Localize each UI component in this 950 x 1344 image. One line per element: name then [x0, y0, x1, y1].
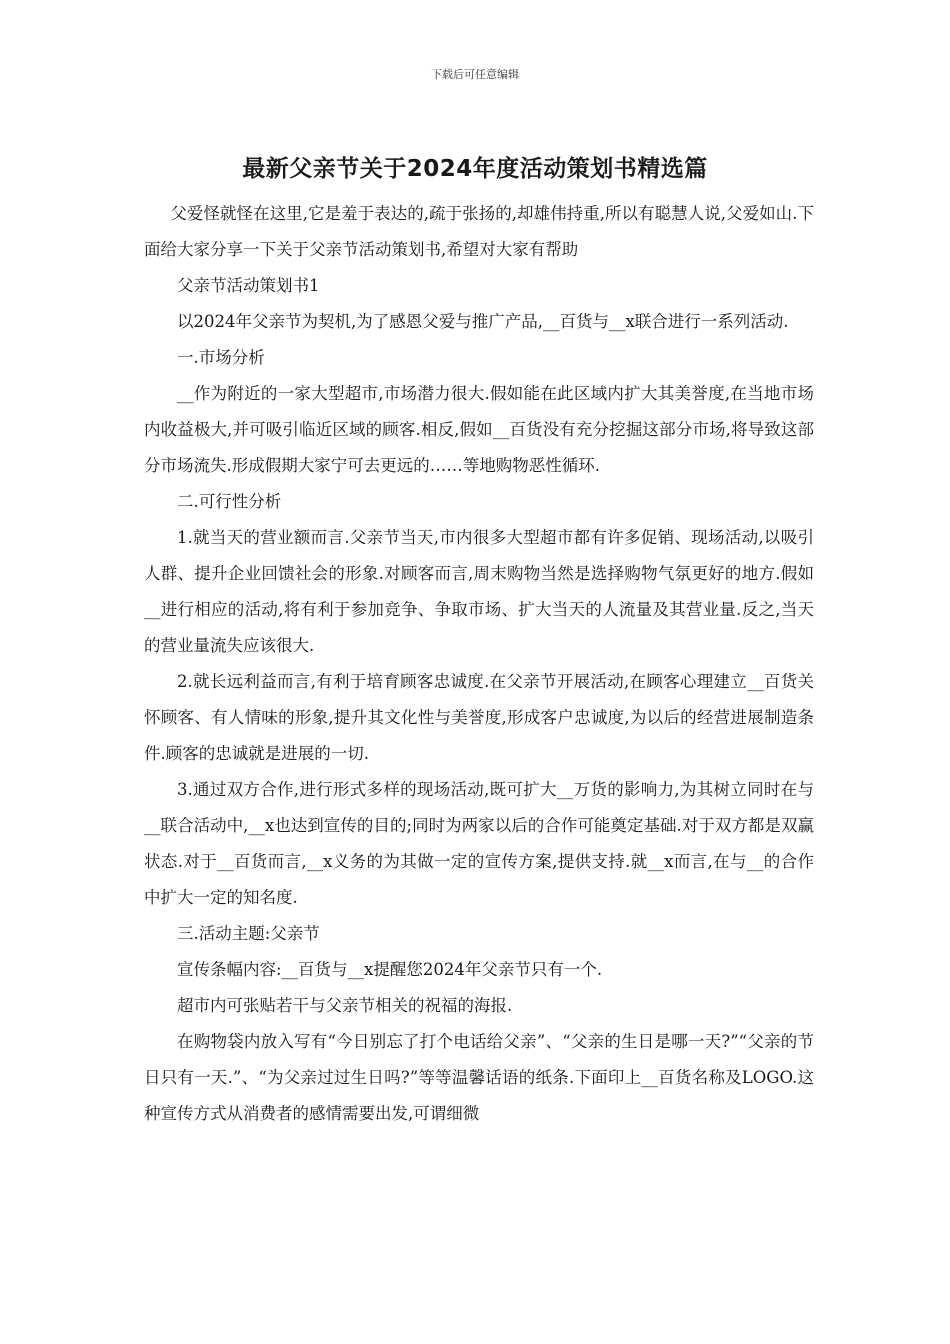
section-heading-plan-1: 父亲节活动策划书1 — [177, 276, 320, 295]
header-note: 下载后可任意编辑 — [431, 68, 519, 81]
document-title: 最新父亲节关于2024年度活动策划书精选篇 — [242, 156, 708, 182]
body-paragraph: 以2024年父亲节为契机,为了感恩父爱与推广产品,__百货与__x联合进行一系列活动. — [177, 312, 789, 331]
body-paragraph: 2.就长远利益而言,有利于培育顾客忠诚度.在父亲节开展活动,在顾客心理建立__百货关怀顾客、有人情味的形象,提升其文化性与美誉度,形成客户忠诚度,为以后的经营进展制造条件.顾客的忠诚就是进展的一切. — [144, 672, 814, 763]
body-paragraph: __作为附近的一家大型超市,市场潜力很大.假如能在此区域内扩大其美誉度,在当地市场内收益极大,并可吸引临近区域的顾客.相反,假如__百货没有充分挖掘这部分市场,将导致这部分市场流失.形成假期大家宁可去更远的……等地购物恶性循环. — [144, 384, 814, 475]
section-heading-feasibility: 二.可行性分析 — [177, 492, 282, 511]
body-paragraph: 1.就当天的营业额而言.父亲节当天,市内很多大型超市都有许多促销、现场活动,以吸引人群、提升企业回馈社会的形象.对顾客而言,周末购物当然是选择购物气氛更好的地方.假如__进行相应的活动,将有利于参加竞争、争取市场、扩大当天的人流量及其营业量.反之,当天的营业量流失应该很大. — [144, 528, 814, 655]
body-paragraph: 宣传条幅内容:__百货与__x提醒您2024年父亲节只有一个. — [177, 960, 603, 979]
section-heading-theme: 三.活动主题:父亲节 — [177, 924, 320, 943]
intro-paragraph: 父爱怪就怪在这里,它是羞于表达的,疏于张扬的,却雄伟持重,所以有聪慧人说,父爱如山.下面给大家分享一下关于父亲节活动策划书,希望对大家有帮助 — [144, 204, 814, 259]
body-paragraph: 超市内可张贴若干与父亲节相关的祝福的海报. — [177, 996, 513, 1015]
body-paragraph: 在购物袋内放入写有“今日别忘了打个电话给父亲”、“父亲的生日是哪一天?”“父亲的节日只有一天.”、“为父亲过过生日吗?”等等温馨话语的纸条.下面印上__百货名称及LOGO.这种宣传方式从消费者的感情需要出发,可谓细微 — [144, 1032, 814, 1123]
body-paragraph: 3.通过双方合作,进行形式多样的现场活动,既可扩大__万货的影响力,为其树立同时在与__联合活动中,__x也达到宣传的目的;同时为两家以后的合作可能奠定基础.对于双方都是双赢状态.对于__百货而言,__x义务的为其做一定的宣传方案,提供支持.就__x而言,在与__的合作中扩大一定的知名度. — [144, 780, 814, 907]
section-heading-market: 一.市场分析 — [177, 348, 265, 367]
document-body — [144, 196, 814, 1132]
